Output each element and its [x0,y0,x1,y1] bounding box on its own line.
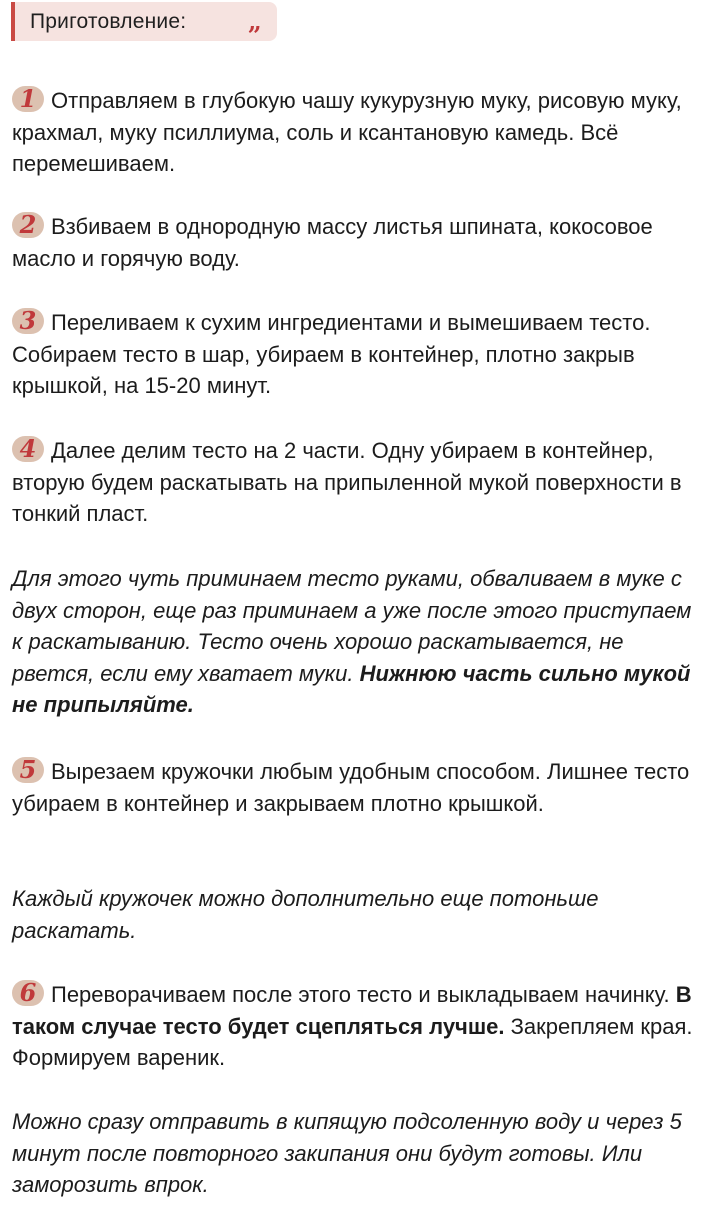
step-text: Переворачиваем после этого тесто и выкладываем начинку. [51,982,670,1007]
step-number: 4 [19,434,37,463]
step-text: Взбиваем в однородную массу листья шпината, кокосовое масло и горячую воду. [12,214,653,271]
step-text: Вырезаем кружочки любым удобным способом. Лишнее тесто убираем в контейнер и закрываем плотно крышкой. [12,759,690,816]
step-text: Переливаем к сухим ингредиентами и вымешиваем тесто. Собираем тесто в шар, убираем в контейнер, плотно закрыв крышкой, на 15-20 минут. [12,310,651,398]
step-number: 2 [19,210,37,239]
step-text: Далее делим тесто на 2 части. Одну убираем в контейнер, вторую будем раскатывать на припыленной мукой поверхности в тонкий пласт. [12,438,682,526]
step-number: 1 [19,84,37,113]
step-2 [12,211,707,274]
step-number-badge [12,436,44,462]
step-number-badge [12,212,44,238]
note-bold-text: Нижнюю часть сильно мукой не припыляйте. [12,660,691,717]
note-text: Каждый кружочек можно дополнительно еще потоньше раскатать. [12,886,599,943]
step-text-after: Закрепляем края. Формируем вареник. [12,1013,693,1070]
step-number-badge [12,86,44,112]
step-number-badge [12,757,44,783]
step-number: 3 [19,306,37,335]
step-text: Отправляем в глубокую чашу кукурузную муку, рисовую муку, крахмал, муку псиллиума, соль и ксантановую камедь. Всё перемешиваем. [12,88,682,176]
note-text: Для этого чуть приминаем тесто руками, обваливаем в муке с двух сторон, еще раз приминаем а уже после этого приступаем к раскатыванию. Тесто очень хорошо раскатывается, не рвется, если ему хватает муки. [12,566,692,686]
step-number-badge [12,308,44,334]
step-3 [12,307,707,402]
step-5-note [12,883,707,946]
section-title: Приготовление: [30,10,187,33]
note-text: Можно сразу отправить в кипящую подсоленную воду и через 5 минут после повторного закипания они будут готовы. Или заморозить впрок. [12,1109,682,1197]
quote-icon: „ [248,7,259,36]
step-number: 5 [19,755,37,784]
step-6 [12,979,707,1074]
step-bold-text: В таком случае тесто будет сцепляться лучше. [12,982,692,1039]
step-4-note [12,563,707,721]
step-5 [12,756,707,819]
step-6-note [12,1106,707,1201]
step-number-badge [12,980,44,1006]
step-number: 6 [19,978,37,1007]
step-4 [12,435,707,530]
step-1 [12,85,707,180]
section-header [11,2,277,41]
